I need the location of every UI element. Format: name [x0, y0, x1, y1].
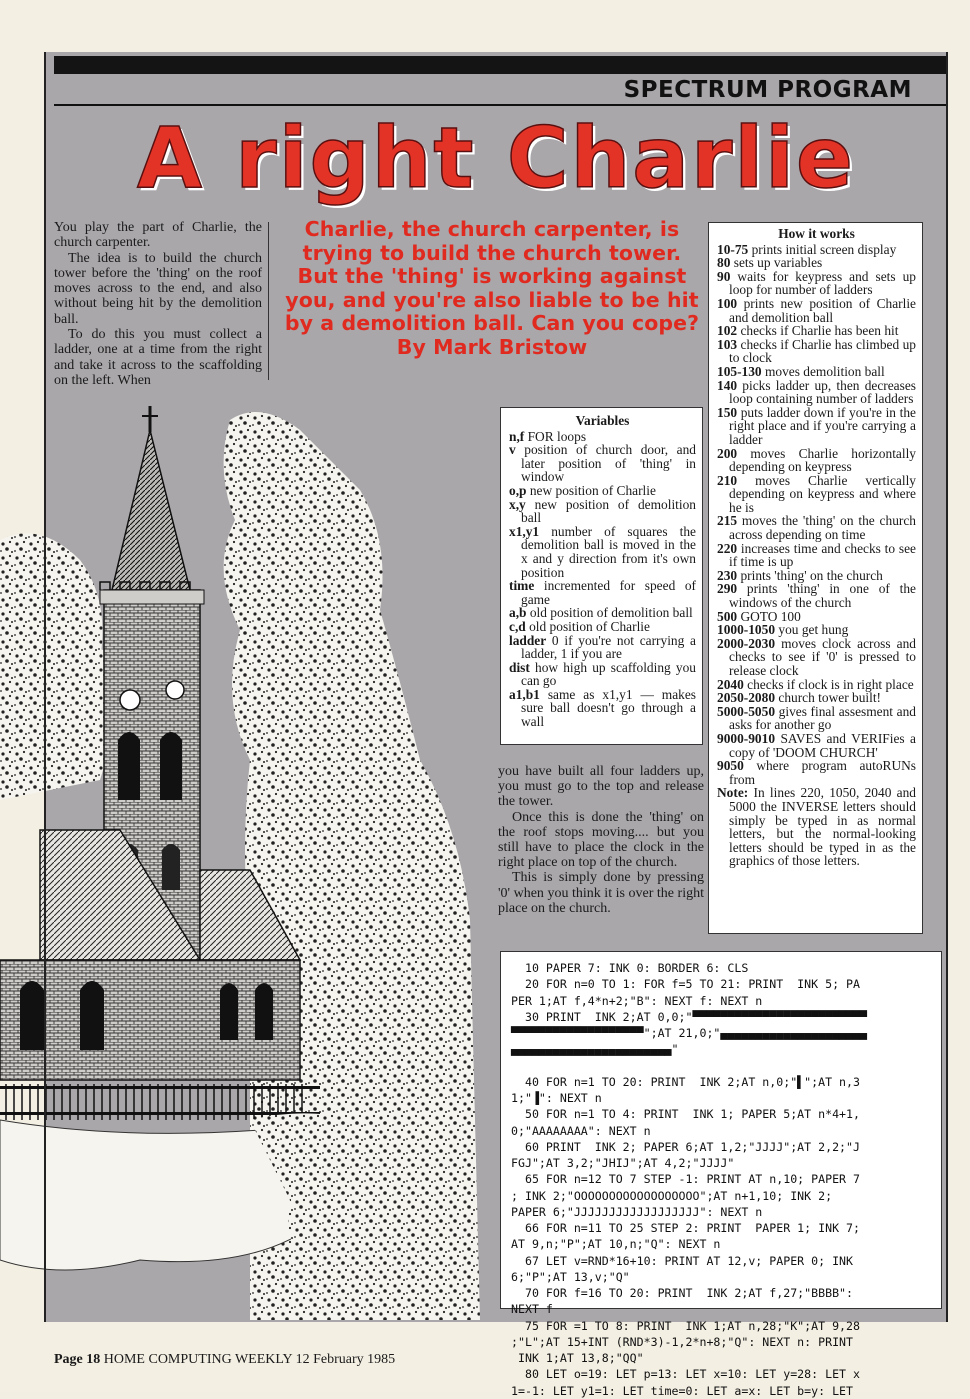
variable-desc: position of church door, and later position of 'thing' in window [515, 442, 696, 485]
variable-key: x,y [509, 496, 526, 512]
code-line: 1;"▐": NEXT n [511, 1091, 602, 1105]
variable-desc: old position of Charlie [525, 618, 650, 634]
code-line: 66 FOR n=11 TO 25 STEP 2: PRINT PAPER 1; INK 7; [511, 1221, 861, 1235]
how-it-works-key: 105-130 [717, 363, 762, 379]
code-line: INK 1;AT 13,8;"QQ" [511, 1351, 644, 1365]
variable-desc: 0 if you're not carrying a ladder, 1 if you are [521, 632, 696, 662]
how-it-works-key: 220 [717, 540, 738, 556]
page-number: Page 18 [54, 1352, 101, 1367]
variable-key: a,b [509, 605, 527, 621]
variable-entry [509, 430, 696, 444]
how-it-works-desc: checks if Charlie has been hit [737, 323, 899, 339]
variable-entry [509, 498, 696, 525]
variable-entry [509, 525, 696, 579]
how-it-works-key: 90 [717, 268, 731, 284]
how-it-works-desc: checks if Charlie has climbed up to clock [729, 336, 916, 366]
how-it-works-entry [717, 406, 916, 447]
code-line: 0;"AAAAAAAA": NEXT n [511, 1123, 651, 1138]
how-it-works-key: 103 [717, 336, 738, 352]
variable-key: v [509, 442, 516, 458]
intro-paragraph: You play the part of Charlie, the church carpenter. [54, 220, 262, 251]
how-it-works-key: 1000-1050 [717, 622, 776, 638]
how-it-works-key: 100 [717, 295, 738, 311]
how-it-works-desc: moves Charlie horizontally depending on keypress [729, 445, 916, 475]
how-it-works-entry [717, 297, 916, 324]
variables-title: Variables [575, 413, 630, 428]
how-it-works-desc: gives final assesment and asks for another go [729, 703, 916, 733]
code-line: 30 PRINT INK 2;AT 0,0;"▀▀▀▀▀▀▀▀▀▀▀▀▀▀▀▀▀▀▀▀▀▀▀▀▀ [511, 1009, 867, 1024]
code-line: ▄▄▄▄▄▄▄▄▄▄▄▄▄▄▄▄▄▄▄▄▄▄▄" [511, 1042, 679, 1057]
how-it-works-key: 5000-5050 [717, 703, 776, 719]
how-it-works-desc: checks if clock is in right place [743, 676, 914, 692]
how-it-works-key: 210 [717, 472, 738, 488]
how-it-works-desc: moves the 'thing' on the church across depending on time [729, 513, 916, 543]
intro-paragraph: The idea is to build the church tower before the 'thing' on the roof moves across to the end, and also without being hit by the demolition ball. [54, 250, 262, 327]
publication-line: HOME COMPUTING WEEKLY 12 February 1985 [103, 1352, 396, 1367]
top-bar [54, 56, 946, 74]
variable-key: o,p [509, 482, 527, 498]
how-it-works-desc: GOTO 100 [737, 608, 801, 624]
section-rule [54, 104, 946, 106]
church-illustration [0, 400, 500, 1322]
left-rule [44, 52, 46, 1322]
how-it-works-desc: moves clock across and checks to see if '0' is pressed to release clock [729, 635, 916, 678]
variables-list [509, 430, 696, 729]
how-it-works-entry [717, 623, 916, 637]
how-it-works-entry [717, 243, 916, 257]
variable-desc: same as x1,y1 — makes sure ball doesn't go through a wall [521, 686, 696, 730]
how-it-works-entry [717, 569, 916, 583]
code-line: 75 FOR =1 TO 8: PRINT INK 1;AT n,28;"K";AT 9,28 [511, 1318, 861, 1333]
code-line: 60 PRINT INK 2; PAPER 6;AT 1,2;"JJJJ";AT 2,2;"J [511, 1139, 861, 1154]
how-it-works-key: Note: [717, 785, 749, 801]
how-it-works-desc: you get hung [775, 622, 849, 638]
how-it-works-entry [717, 705, 916, 732]
how-it-works-entry [717, 759, 916, 786]
variable-desc: how high up scaffolding you can go [521, 659, 696, 689]
how-it-works-desc: prints 'thing' in one of the windows of the church [729, 581, 916, 611]
how-it-works-desc: picks ladder up, then decreases loop containing number of ladders [729, 377, 916, 407]
standfirst [282, 218, 702, 359]
how-it-works-entry [717, 447, 916, 474]
code-line: 67 LET v=RND*16+10: PRINT AT 12,v; PAPER 0; INK [511, 1253, 854, 1268]
how-it-works-key: 10-75 [717, 241, 749, 257]
body-paragraph: you have built all four ladders up, you must go to the top and release the tower. [498, 764, 704, 810]
variable-desc: FOR loops [524, 428, 587, 444]
how-it-works-desc: increases time and checks to see if time is up [729, 540, 916, 570]
how-it-works-entry [717, 678, 916, 692]
code-line: FGJ";AT 3,2;"JHIJ";AT 4,2;"JJJJ" [511, 1156, 735, 1170]
how-it-works-desc: waits for keypress and sets up loop for number of ladders [729, 268, 916, 298]
code-line: 10 PAPER 7: INK 0: BORDER 6: CLS [511, 961, 749, 975]
variable-entry [509, 620, 696, 634]
code-line: 1=-1: LET y1=1: LET time=0: LET a=x: LET b=y: LET [511, 1383, 854, 1398]
how-it-works-entry [717, 270, 916, 297]
how-it-works-key: 2050-2080 [717, 690, 776, 706]
how-it-works-title: How it works [778, 226, 855, 241]
body-paragraph: This is simply done by pressing '0' when you think it is over the right place on the church. [498, 870, 704, 916]
variables-box [500, 407, 703, 745]
how-it-works-desc: In lines 220, 1050, 2040 and 5000 the INVERSE letters should simply be typed in as normal letters, but the normal-looking letters should be typed in as the graphics of those letters. [729, 785, 916, 869]
how-it-works-entry [717, 324, 916, 338]
variable-desc: old position of demolition ball [526, 605, 693, 621]
how-it-works-desc: church tower built! [775, 690, 882, 706]
code-line: NEXT f [511, 1302, 553, 1317]
standfirst-text: Charlie, the church carpenter, is trying to build the church tower. But the 'thing' is working against you, and you're also liable to be hit by a demolition ball. Can you cope? [284, 217, 700, 335]
how-it-works-entry [717, 637, 916, 678]
variable-desc: new position of Charlie [526, 482, 656, 498]
intro-paragraph: To do this you must collect a ladder, one at a time from the right and take it across to the scaffolding on the left. When [54, 327, 262, 388]
how-it-works-list [717, 243, 916, 868]
how-it-works-entry [717, 338, 916, 365]
how-it-works-key: 230 [717, 567, 738, 583]
variable-entry [509, 579, 696, 606]
how-it-works-entry [717, 256, 916, 270]
how-it-works-key: 290 [717, 581, 738, 597]
how-it-works-entry [717, 732, 916, 759]
continued-text [498, 764, 704, 916]
basic-listing [500, 951, 942, 1398]
code-line: 40 FOR n=1 TO 20: PRINT INK 2;AT n,0;"▌";AT n,3 [511, 1074, 861, 1089]
code-line: ; INK 2;"OOOOOOOOOOOOOOOOOO";AT n+1,10; INK 2; [511, 1188, 833, 1203]
article-headline: A right Charlie [137, 109, 855, 207]
how-it-works-desc: sets up variables [730, 255, 823, 271]
code-line: ▀▀▀▀▀▀▀▀▀▀▀▀▀▀▀▀▀▀▀";AT 21,0;"▄▄▄▄▄▄▄▄▄▄▄▄▄▄▄▄▄▄▄▄▄ [511, 1026, 867, 1040]
code-line: 70 FOR f=16 TO 20: PRINT INK 2;AT f,27;"BBBB": [511, 1286, 854, 1300]
how-it-works-desc: SAVES and VERIFies a copy of 'DOOM CHURCH' [729, 730, 916, 760]
page-footer [54, 1352, 395, 1368]
byline: By Mark Bristow [396, 334, 588, 359]
code-line: 80 LET o=19: LET p=13: LET x=10: LET y=28: LET x [511, 1367, 861, 1382]
variable-entry [509, 443, 696, 484]
variable-desc: new position of demolition ball [521, 496, 696, 526]
how-it-works-key: 500 [717, 608, 738, 624]
intro-text [54, 220, 262, 388]
how-it-works-desc: moves demolition ball [761, 363, 885, 379]
how-it-works-entry [717, 786, 916, 868]
how-it-works-entry [717, 542, 916, 569]
code-line: AT 9,n;"P";AT 10,n;"Q": NEXT n [511, 1237, 721, 1252]
how-it-works-desc: prints 'thing' on the church [737, 567, 883, 583]
how-it-works-key: 102 [717, 323, 738, 339]
variable-key: time [509, 578, 535, 594]
how-it-works-entry [717, 379, 916, 406]
variable-entry [509, 606, 696, 620]
code-line: PER 1;AT f,4*n+2;"B": NEXT f: NEXT n [511, 993, 763, 1008]
section-label: SPECTRUM PROGRAM [623, 77, 912, 103]
variable-key: n,f [509, 428, 525, 444]
code-line: PAPER 6;"JJJJJJJJJJJJJJJJJJ": NEXT n [511, 1204, 763, 1219]
how-it-works-key: 140 [717, 377, 738, 393]
variable-key: ladder [509, 632, 547, 648]
how-it-works-entry [717, 514, 916, 541]
how-it-works-entry [717, 365, 916, 379]
how-it-works-desc: prints new position of Charlie and demolition ball [729, 295, 916, 325]
how-it-works-entry [717, 691, 916, 705]
how-it-works-desc: prints initial screen display [748, 241, 897, 257]
how-it-works-key: 200 [717, 445, 738, 461]
code-line: 50 FOR n=1 TO 4: PRINT INK 1; PAPER 5;AT n*4+1, [511, 1107, 861, 1122]
code-line: 20 FOR n=0 TO 1: FOR f=5 TO 21: PRINT INK 5; PA [511, 977, 861, 992]
how-it-works-entry [717, 582, 916, 609]
variable-key: a1,b1 [509, 686, 540, 702]
variable-key: c,d [509, 618, 526, 634]
variable-key: x1,y1 [509, 523, 540, 539]
variable-desc: incremented for speed of game [521, 578, 696, 607]
how-it-works-key: 215 [717, 513, 738, 529]
code-line: 65 FOR n=12 TO 7 STEP -1: PRINT AT n,10; PAPER 7 [511, 1172, 861, 1187]
code-line: ;"L";AT 15+INT (RND*3)-1,2*n+8;"Q": NEXT n: PRINT [511, 1334, 854, 1349]
variable-entry [509, 634, 696, 661]
code-line [511, 1058, 933, 1074]
how-it-works-key: 2040 [717, 676, 744, 692]
how-it-works-desc: where program autoRUNs from [729, 758, 916, 787]
variable-desc: number of squares the demolition ball is moved in the x and y direction from it's own position [521, 523, 696, 580]
variable-entry [509, 688, 696, 729]
variable-entry [509, 484, 696, 498]
how-it-works-box [708, 222, 923, 934]
how-it-works-entry [717, 474, 916, 515]
how-it-works-key: 9050 [717, 758, 744, 774]
how-it-works-key: 80 [717, 255, 731, 271]
right-rule [946, 52, 948, 1322]
how-it-works-desc: moves Charlie vertically depending on keypress and where he is [729, 472, 916, 515]
column-rule [268, 222, 269, 380]
how-it-works-desc: puts ladder down if you're in the right place and if you're carrying a ladder [729, 404, 916, 447]
body-paragraph: Once this is done the 'thing' on the roof stops moving.... but you still have to place the clock in the right place on top of the church. [498, 809, 704, 871]
variable-entry [509, 661, 696, 688]
how-it-works-key: 2000-2030 [717, 635, 776, 651]
code-line: 6;"P";AT 13,v;"Q" [511, 1269, 630, 1284]
how-it-works-entry [717, 610, 916, 624]
variable-key: dist [509, 659, 530, 675]
how-it-works-key: 150 [717, 404, 738, 420]
how-it-works-key: 9000-9010 [717, 730, 776, 746]
